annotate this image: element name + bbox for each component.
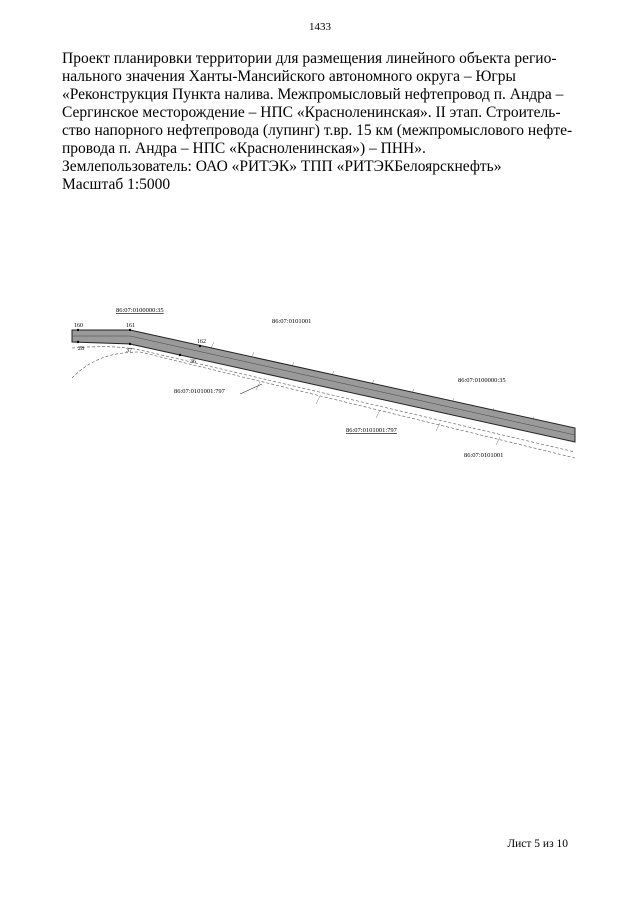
point-label-37: 37 <box>126 348 132 354</box>
planning-map <box>60 290 580 470</box>
point-label-161: 161 <box>126 323 135 329</box>
sheet-number: Лист 5 из 10 <box>507 838 568 850</box>
point-label-36: 36 <box>190 359 196 365</box>
boundary-lines <box>72 331 575 458</box>
cadastral-label-right-above: 86:07:0100000:35 <box>458 377 506 384</box>
title-line: Сергинское месторождение – НПС «Красноленинская». II этап. Строитель- <box>62 104 561 121</box>
title-line: нального значения Ханты-Мансийского автономного округа – Югры <box>62 68 516 85</box>
cadastral-label-right-below: 86:07:0101001:797 <box>346 427 397 434</box>
cadastral-label-bottom-right: 86:07:0101001 <box>464 452 504 459</box>
pipeline-corridor <box>72 330 575 442</box>
land-user-line: Землепользователь: ОАО «РИТЭК» ТПП «РИТЭКБелоярскнефть» <box>62 158 502 175</box>
point-label-28: 28 <box>78 346 84 352</box>
title-line: ство напорного нефтепровода (лупинг) т.вр. 15 км (межпромыслового нефте- <box>62 122 573 139</box>
scale-line: Масштаб 1:5000 <box>62 176 171 193</box>
cadastral-label-top-left: 86:07:0100000:35 <box>116 307 164 314</box>
point-label-160: 160 <box>74 323 83 329</box>
title-line: Проект планировки территории для размещения линейного объекта регио- <box>62 50 557 67</box>
title-line: провода п. Андра – НПС «Красноленинская») – ПНН». <box>62 140 426 157</box>
cadastral-label-center-top: 86:07:0101001 <box>272 318 312 325</box>
cadastral-label-middle-below: 86:07:0101001:797 <box>174 388 225 395</box>
leader-line <box>240 384 262 394</box>
page-number: 1433 <box>309 21 331 33</box>
title-line: «Реконструкция Пункта налива. Межпромысловый нефтепровод п. Андра – <box>62 86 564 103</box>
document-title-block <box>62 50 582 194</box>
point-label-162: 162 <box>197 339 206 345</box>
